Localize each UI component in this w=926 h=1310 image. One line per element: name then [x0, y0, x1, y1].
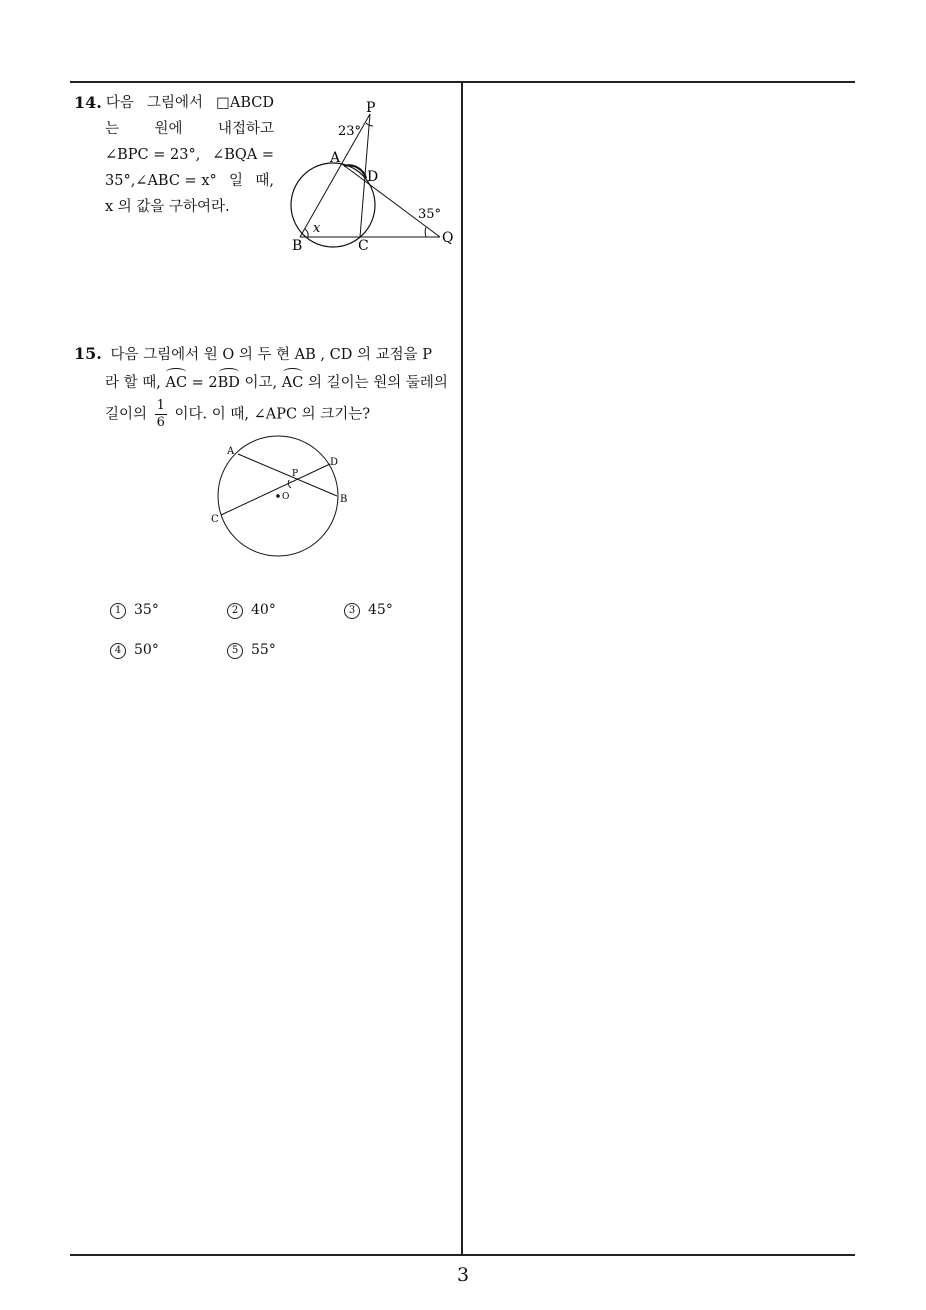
- q15-chord-ab: [238, 454, 337, 496]
- q14-label-angle-q: 35°: [418, 207, 442, 222]
- q15-text-3a: 길이의: [105, 406, 148, 423]
- choice-1[interactable]: [110, 602, 159, 619]
- q15-text-2b: 이고,: [239, 375, 278, 391]
- q15-number: 15.: [74, 344, 102, 363]
- q15-line-2: [74, 368, 459, 396]
- q14-angle-q-arc: [425, 227, 426, 237]
- q15-line-3: [74, 398, 459, 431]
- q14-label-d: D: [367, 169, 379, 185]
- question-15: [74, 341, 459, 431]
- q15-label-p: P: [292, 469, 299, 479]
- q15-eq: = 2: [187, 375, 218, 391]
- q14-word: 원에: [154, 121, 183, 137]
- q15-line-1: [74, 341, 459, 368]
- q15-figure: [200, 432, 370, 562]
- q15-arc-ac: AC: [165, 368, 187, 396]
- q15-text-2c: 의 길이는 원의 둘레의: [303, 375, 448, 391]
- q14-figure: [280, 92, 460, 257]
- choice-5[interactable]: [227, 642, 276, 659]
- q14-word: 35°,∠ABC = x°: [105, 173, 217, 189]
- q14-line-5: [74, 194, 274, 220]
- q14-word: x 의 값을 구하여라.: [105, 199, 230, 215]
- choice-text: 35°: [134, 602, 159, 618]
- q15-text-1: 다음 그림에서 원 O 의 두 현 AB , CD 의 교점을 P: [110, 347, 432, 363]
- q14-number: 14.: [74, 93, 102, 112]
- q14-label-p: P: [366, 100, 376, 116]
- column-divider: [461, 82, 463, 1255]
- choice-mark: 1: [110, 603, 126, 619]
- q14-word: 다음: [105, 95, 134, 111]
- q15-label-o: O: [282, 492, 290, 502]
- q14-label-b: B: [292, 238, 303, 254]
- q15-text-2a: 라 할 때,: [105, 375, 161, 391]
- q14-word: 는: [105, 121, 120, 137]
- q15-fraction: [155, 398, 167, 431]
- choice-text: 50°: [134, 642, 159, 658]
- choice-4[interactable]: [110, 642, 159, 659]
- choice-mark: 2: [227, 603, 243, 619]
- q15-label-d: D: [330, 457, 339, 468]
- q14-line-aq: [342, 164, 440, 237]
- q15-arc-bd: BD: [218, 368, 240, 396]
- choice-mark: 3: [344, 603, 360, 619]
- q15-center-dot: [276, 494, 280, 498]
- q15-text-3b: 이다. 이 때, ∠APC 의 크기는?: [174, 406, 371, 423]
- page-number: 3: [456, 1264, 470, 1286]
- question-14: [74, 90, 274, 220]
- choice-text: 45°: [368, 602, 393, 618]
- q14-label-q: Q: [442, 230, 454, 246]
- q14-word: ∠BPC = 23°,: [105, 147, 201, 163]
- q14-angle-b-arc: [305, 229, 308, 237]
- q14-line-1: [74, 90, 274, 116]
- q15-frac-num: 1: [156, 398, 165, 413]
- q15-label-a: A: [227, 446, 235, 457]
- q14-label-x: x: [313, 221, 321, 236]
- q14-word: □ABCD: [216, 95, 274, 111]
- q14-line-2: [74, 116, 274, 142]
- bottom-rule: [70, 1254, 855, 1256]
- q14-line-3: [74, 142, 274, 168]
- choice-text: 40°: [251, 602, 276, 618]
- q15-label-c: C: [211, 514, 219, 525]
- q14-label-angle-p: 23°: [338, 124, 362, 139]
- q14-line-4: [74, 168, 274, 194]
- choice-2[interactable]: [227, 602, 276, 619]
- q14-word: 그림에서: [147, 95, 204, 111]
- q15-label-b: B: [340, 494, 348, 505]
- q14-word: 내접하고: [217, 121, 274, 137]
- q14-word: ∠BQA =: [212, 147, 274, 163]
- choice-3[interactable]: [344, 602, 393, 619]
- q14-label-a: A: [330, 150, 341, 166]
- q14-label-c: C: [358, 238, 369, 254]
- q14-word: 때,: [255, 173, 274, 189]
- q14-word: 일: [229, 173, 244, 189]
- choice-mark: 5: [227, 643, 243, 659]
- q15-chord-cd: [221, 464, 330, 515]
- q15-frac-den: 6: [156, 415, 165, 430]
- q15-angle-arc: [288, 480, 291, 488]
- q15-arc-ac-2: AC: [282, 368, 304, 396]
- choice-text: 55°: [251, 642, 276, 658]
- choice-mark: 4: [110, 643, 126, 659]
